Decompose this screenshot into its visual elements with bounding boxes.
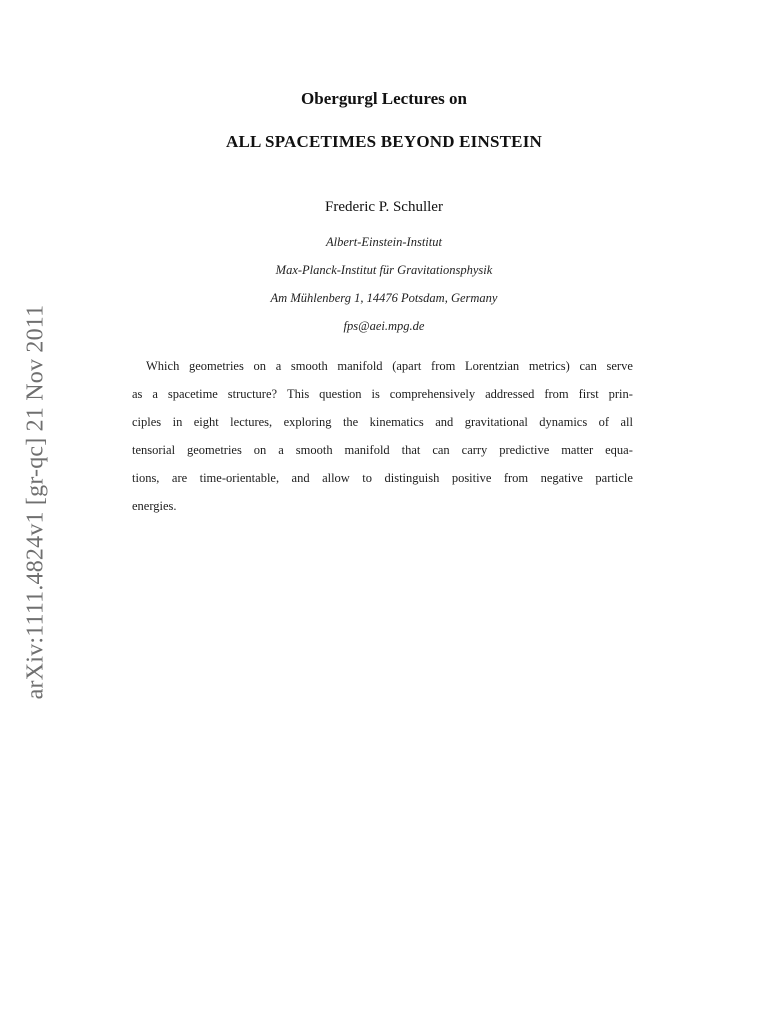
abstract-word: can (432, 443, 450, 457)
abstract-word: matter (561, 443, 594, 457)
abstract-word: in (172, 415, 183, 429)
abstract-word: can (579, 359, 597, 373)
abstract-word: a (275, 359, 282, 373)
abstract-word: is (371, 387, 380, 401)
paper-title: ALL SPACETIMES BEYOND EINSTEIN (225, 132, 543, 151)
abstract-word: manifold (337, 359, 383, 373)
abstract-word: to (362, 471, 373, 485)
abstract-word: prin- (608, 387, 633, 401)
abstract-word: positive (451, 471, 492, 485)
abstract-word: eight (193, 415, 219, 429)
abstract-word: smooth (290, 359, 328, 373)
abstract-word: tions, (132, 471, 160, 485)
abstract-word: metrics) (528, 359, 570, 373)
arxiv-identifier: arXiv:1111.4824v1 [gr-qc] 21 Nov 2011 (22, 304, 49, 700)
abstract-word: question (319, 387, 362, 401)
author-email: fps@aei.mpg.de (343, 319, 425, 333)
abstract-word: of (598, 415, 610, 429)
abstract-word: (apart (392, 359, 422, 373)
abstract-word: kinematics (369, 415, 424, 429)
abstract-word: on (253, 359, 267, 373)
abstract-word: negative (540, 471, 583, 485)
abstract-line (132, 356, 633, 384)
abstract-line (132, 384, 633, 412)
abstract-word: dynamics (539, 415, 588, 429)
abstract-word: serve (606, 359, 633, 373)
abstract-line (132, 412, 633, 440)
abstract-word: first (578, 387, 599, 401)
abstract-word: carry (461, 443, 488, 457)
abstract-word: manifold (344, 443, 390, 457)
abstract-line (132, 440, 633, 468)
abstract-line: energies. (132, 499, 177, 513)
abstract-word: comprehensively (389, 387, 476, 401)
abstract-word: from (544, 387, 569, 401)
abstract-word: a (278, 443, 284, 457)
abstract-word: equa- (605, 443, 633, 457)
abstract-word: gravitational (464, 415, 528, 429)
abstract-word: tensorial (132, 443, 176, 457)
abstract-word: predictive (499, 443, 550, 457)
abstract-word: This (287, 387, 310, 401)
abstract-line (132, 468, 633, 496)
abstract-word: particle (595, 471, 633, 485)
affiliation-institute: Albert-Einstein-Institut (326, 235, 442, 249)
author-name: Frederic P. Schuller (325, 199, 443, 215)
abstract-word: distinguish (384, 471, 440, 485)
abstract-word: ciples (132, 415, 162, 429)
abstract-word: and (435, 415, 454, 429)
abstract-word: geometries (187, 443, 242, 457)
abstract-word: and (291, 471, 310, 485)
abstract-word: from (503, 471, 529, 485)
abstract-word: exploring (283, 415, 332, 429)
abstract-word: time-orientable, (199, 471, 280, 485)
abstract (132, 356, 633, 524)
abstract-word: Lorentzian (465, 359, 520, 373)
abstract-word: spacetime (167, 387, 218, 401)
abstract-word: from (431, 359, 456, 373)
abstract-word: a (152, 387, 158, 401)
abstract-word: structure? (227, 387, 278, 401)
abstract-word: lectures, (230, 415, 273, 429)
abstract-word: smooth (295, 443, 333, 457)
abstract-word: on (253, 443, 267, 457)
abstract-word: the (342, 415, 359, 429)
abstract-word: as (132, 387, 143, 401)
lecture-series-heading: Obergurgl Lectures on (301, 89, 467, 108)
abstract-word: that (401, 443, 421, 457)
abstract-word: Which (146, 359, 180, 373)
affiliation-address: Am Mühlenberg 1, 14476 Potsdam, Germany (270, 291, 498, 305)
abstract-word: geometries (189, 359, 244, 373)
abstract-word: allow (322, 471, 350, 485)
abstract-word: are (171, 471, 188, 485)
affiliation-parent: Max-Planck-Institut für Gravitationsphysik (275, 263, 493, 277)
abstract-word: all (620, 415, 633, 429)
abstract-word: addressed (485, 387, 535, 401)
